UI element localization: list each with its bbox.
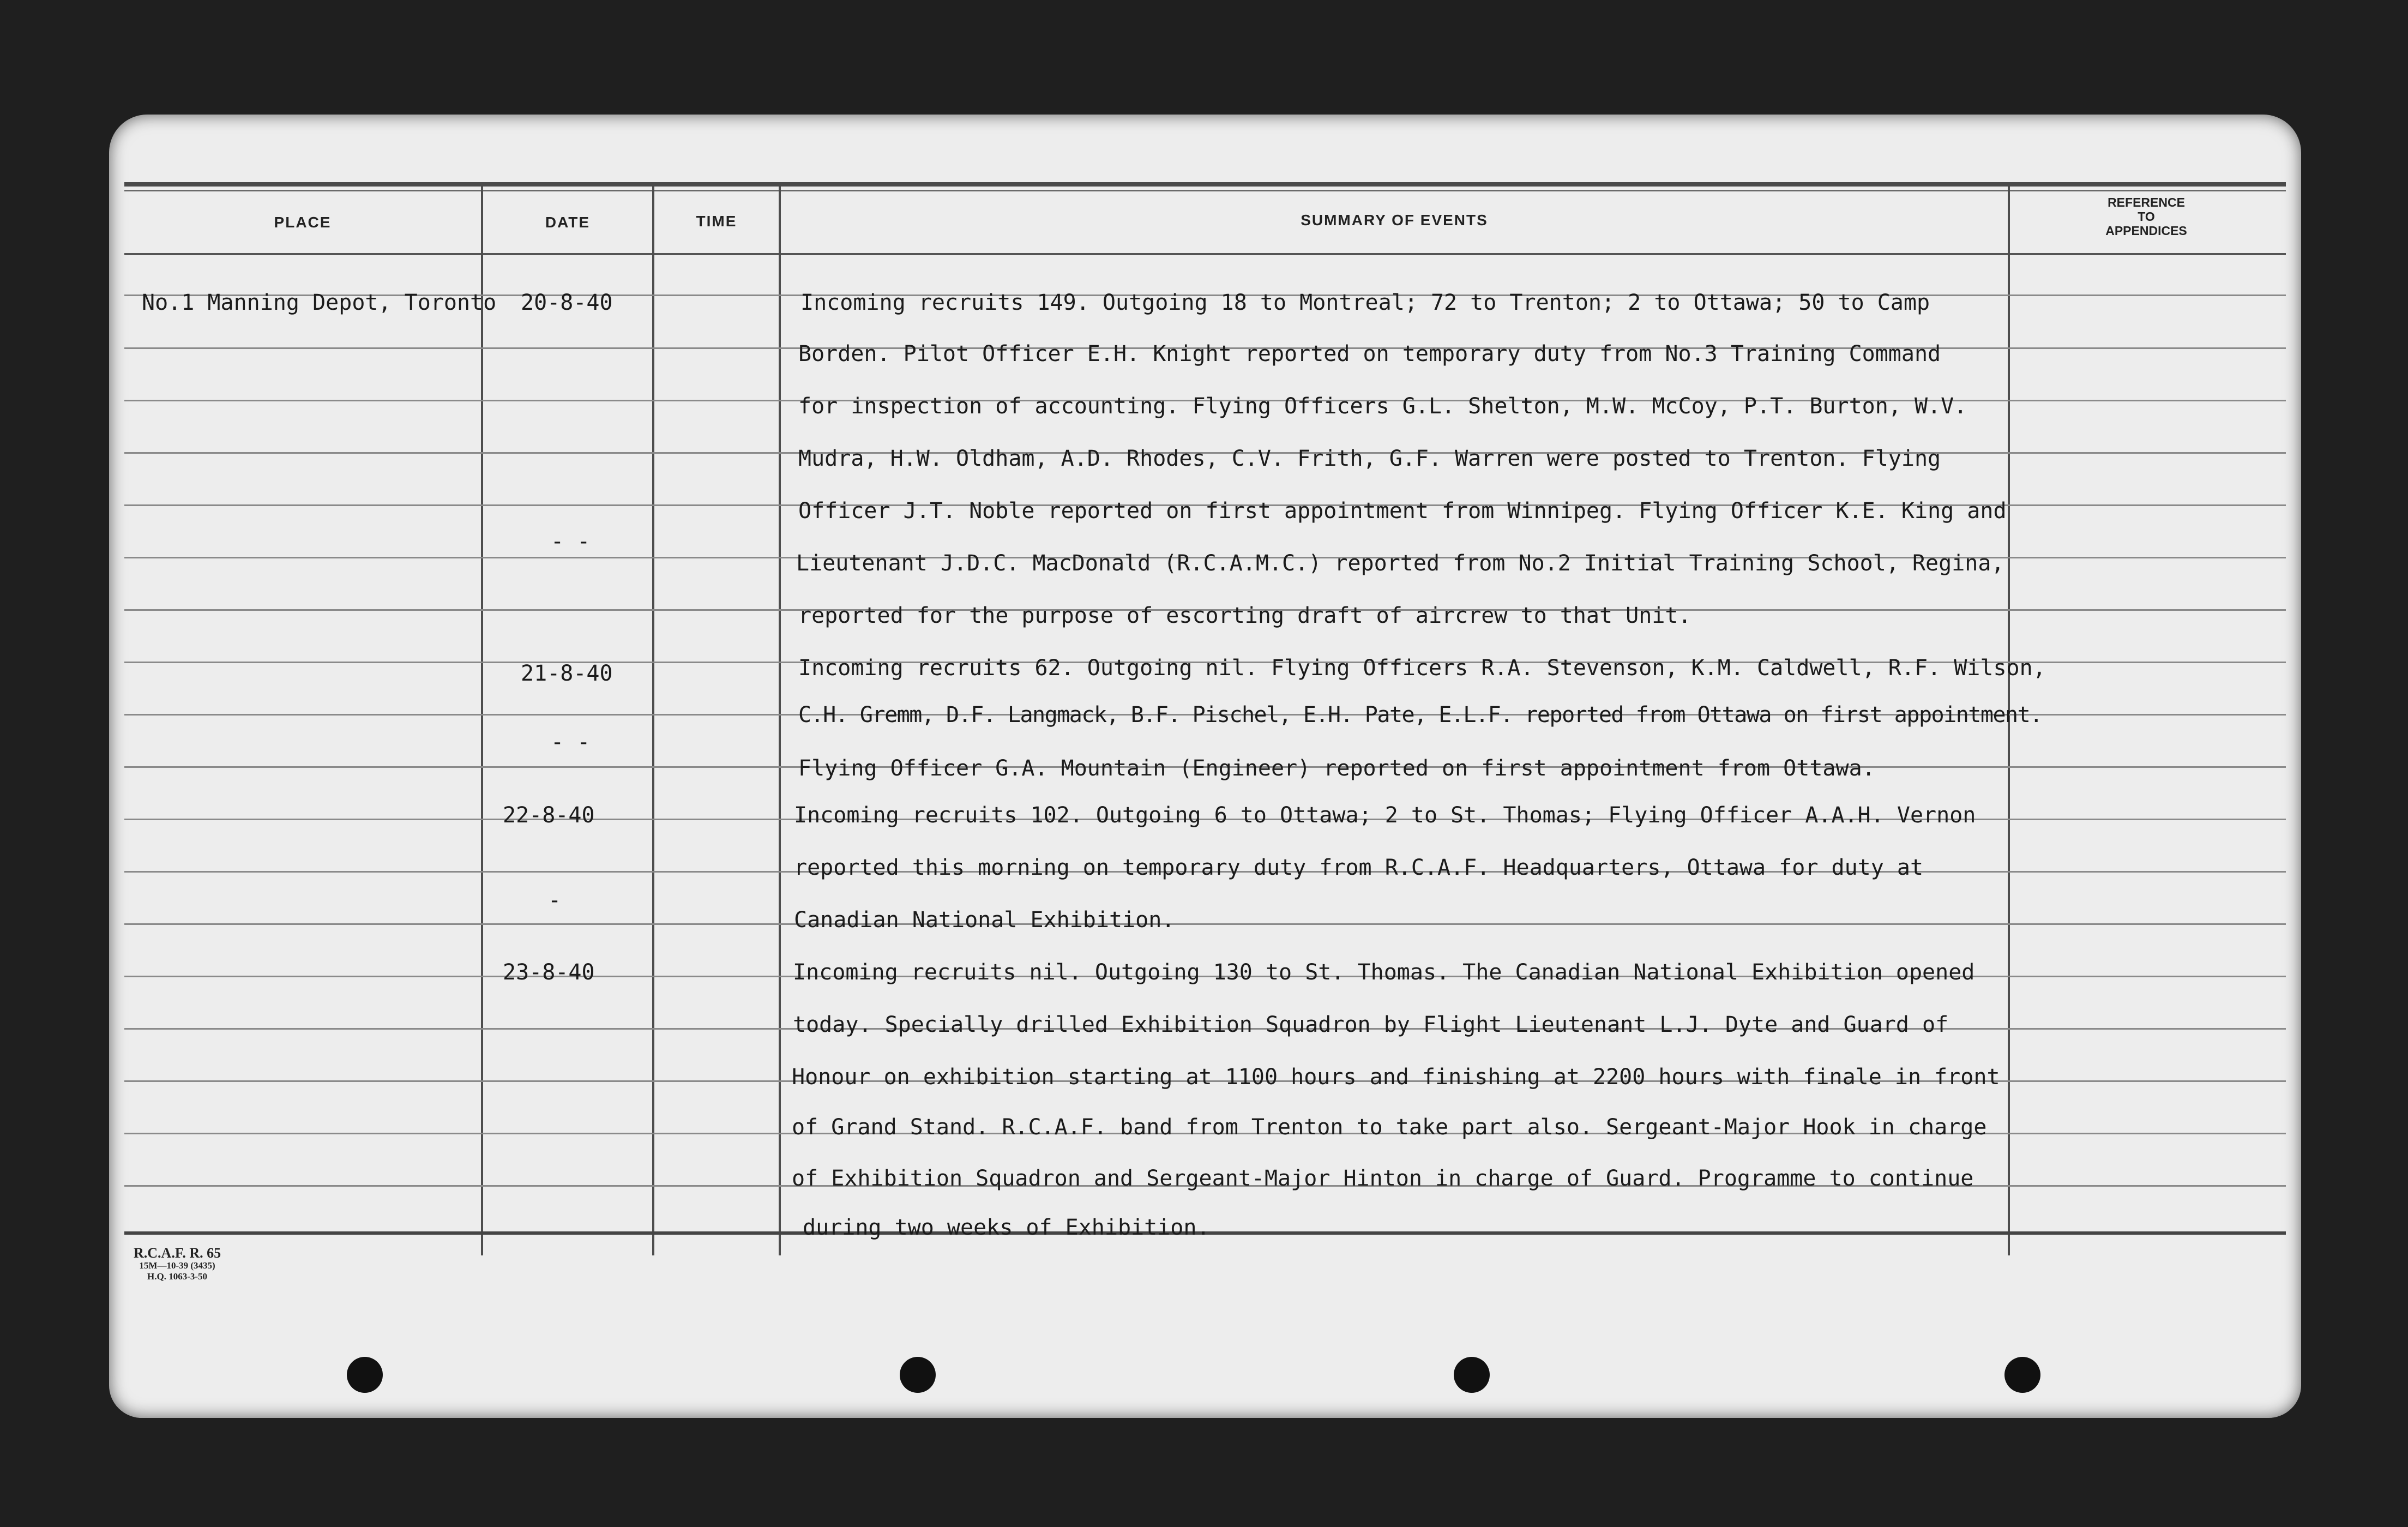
form-title: R.C.A.F. R. 65 [134, 1245, 221, 1261]
summary-line: of Exhibition Squadron and Sergeant-Major Hinton in charge of Guard. Programme to continue [792, 1166, 1974, 1191]
summary-line: reported for the purpose of escorting draft of aircrew to that Unit. [798, 603, 1691, 628]
col-divider-place-date [481, 187, 483, 1255]
summary-line: C.H. Gremm, D.F. Langmack, B.F. Pischel, E.H. Pate, E.L.F. reported from Ottawa on first appointment. [798, 702, 2042, 728]
summary-line: of Grand Stand. R.C.A.F. band from Trenton to take part also. Sergeant-Major Hook in charge [792, 1115, 1987, 1140]
summary-line: Borden. Pilot Officer E.H. Knight reported on temporary duty from No.3 Training Command [798, 341, 1941, 366]
header-time: TIME [696, 213, 737, 230]
header-reference-line2: TO [2138, 209, 2155, 224]
diary-card [109, 115, 2301, 1418]
header-summary: SUMMARY OF EVENTS [1301, 212, 1488, 229]
date-entry: 21-8-40 [521, 661, 613, 686]
summary-line: Incoming recruits nil. Outgoing 130 to St. Thomas. The Canadian National Exhibition opened [793, 960, 1975, 985]
place-value: No.1 Manning Depot, Toronto [142, 290, 497, 315]
form-print-code: 15M—10-39 (3435) [139, 1260, 215, 1271]
header-reference-line1: REFERENCE [2108, 195, 2185, 209]
summary-line: for inspection of accounting. Flying Officers G.L. Shelton, M.W. McCoy, P.T. Burton, W.V. [798, 394, 1967, 419]
date-entry: 20-8-40 [521, 290, 613, 315]
summary-line: Officer J.T. Noble reported on first appointment from Winnipeg. Flying Officer K.E. King and [798, 498, 2007, 524]
summary-line: Lieutenant J.D.C. MacDonald (R.C.A.M.C.) reported from No.2 Initial Training School, Regina, [796, 551, 2004, 576]
header-rule [124, 253, 2286, 255]
header-reference [2010, 195, 2283, 238]
summary-line: reported this morning on temporary duty from R.C.A.F. Headquarters, Ottawa for duty at [794, 855, 1924, 880]
col-divider-date-time [652, 187, 654, 1255]
top-rule-thin [124, 190, 2286, 191]
binder-hole [1454, 1357, 1490, 1393]
summary-line: today. Specially drilled Exhibition Squadron by Flight Lieutenant L.J. Dyte and Guard of [793, 1012, 1949, 1037]
ruled-line [124, 923, 2286, 925]
ditto-mark: - [548, 888, 562, 913]
summary-line: Incoming recruits 62. Outgoing nil. Flying Officers R.A. Stevenson, K.M. Caldwell, R.F. Wilson, [798, 656, 2046, 681]
date-entry: 22-8-40 [503, 803, 595, 828]
summary-line: Mudra, H.W. Oldham, A.D. Rhodes, C.V. Frith, G.F. Warren were posted to Trenton. Flying [798, 446, 1941, 471]
header-place: PLACE [274, 214, 332, 231]
binder-hole [900, 1357, 936, 1393]
binder-hole [347, 1357, 383, 1393]
summary-line: Honour on exhibition starting at 1100 hours and finishing at 2200 hours with finale in front [792, 1065, 2000, 1090]
header-reference-line3: APPENDICES [2105, 224, 2187, 238]
summary-line: Canadian National Exhibition. [794, 907, 1175, 933]
summary-line: during two weeks of Exhibition. [803, 1215, 1210, 1240]
ditto-mark: - - [551, 730, 591, 755]
form-hq-code: H.Q. 1063-3-50 [147, 1271, 208, 1282]
binder-hole [2004, 1357, 2040, 1393]
col-divider-time-summary [779, 187, 781, 1255]
date-entry: 23-8-40 [503, 960, 595, 985]
summary-line: Incoming recruits 102. Outgoing 6 to Ottawa; 2 to St. Thomas; Flying Officer A.A.H. Vernon [794, 803, 1976, 828]
top-rule [124, 182, 2286, 187]
ditto-mark: - - [551, 529, 591, 554]
form-identifier [134, 1246, 221, 1282]
summary-line: Incoming recruits 149. Outgoing 18 to Montreal; 72 to Trenton; 2 to Ottawa; 50 to Camp [800, 290, 1930, 315]
header-date: DATE [545, 214, 591, 231]
summary-line: Flying Officer G.A. Mountain (Engineer) reported on first appointment from Ottawa. [798, 756, 1875, 781]
